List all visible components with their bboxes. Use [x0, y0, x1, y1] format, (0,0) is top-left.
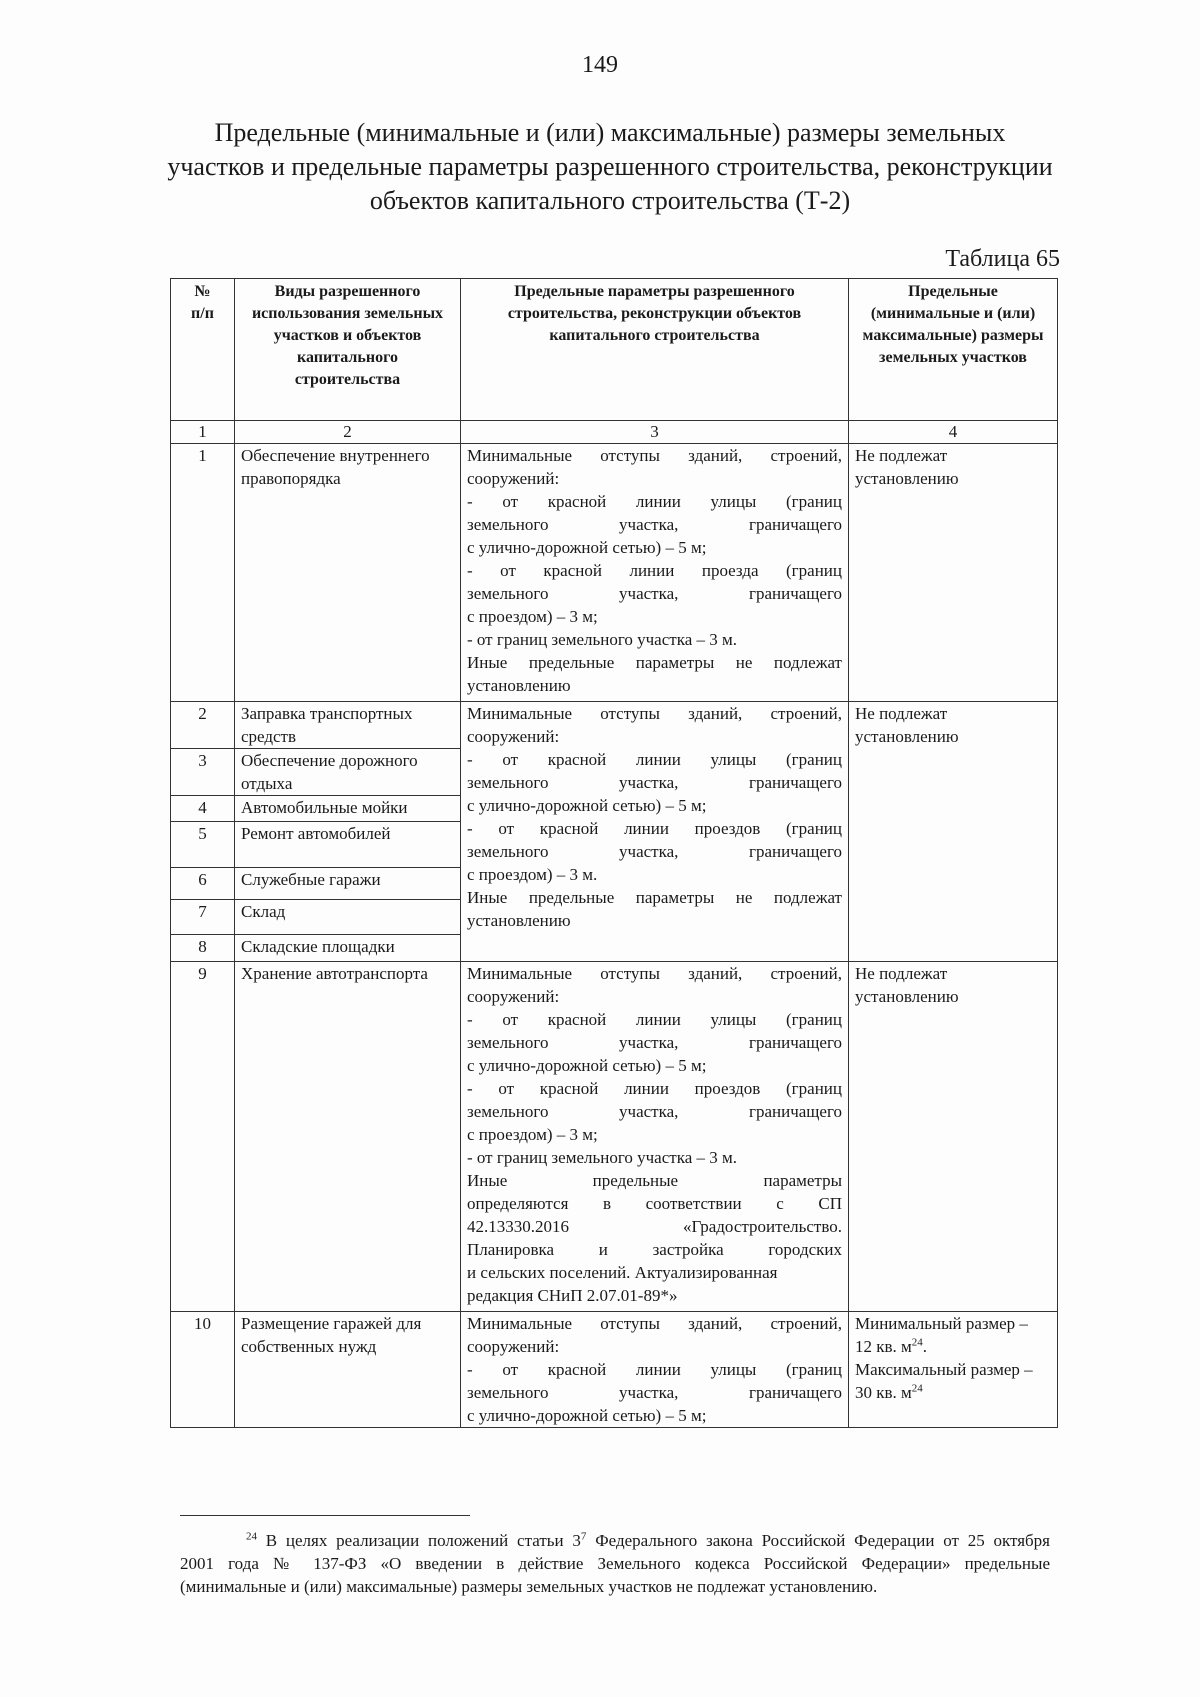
param-line: - от границ земельного участка – 3 м.: [467, 630, 737, 649]
article-superscript: 7: [580, 1530, 587, 1543]
footnote-line: (минимальные и (или) максимальные) размеры земельных участков не подлежат установлению.: [180, 1577, 878, 1596]
land-use-kind: Заправка транспортных средств: [235, 702, 461, 749]
table-label: Таблица 65: [945, 246, 1060, 272]
param-line: сооружений:: [467, 727, 560, 746]
param-line: Иные предельные параметры не подлежат: [467, 653, 842, 672]
plot-sizes: Не подлежат установлению: [849, 702, 1058, 962]
land-use-kind: Ремонт автомобилей: [235, 822, 461, 868]
param-line: и сельских поселений. Актуализированная: [467, 1263, 778, 1282]
table-row: [171, 1312, 1058, 1428]
plot-sizes: Не подлежат установлению: [849, 962, 1058, 1312]
land-use-kind: Служебные гаражи: [235, 868, 461, 900]
param-line: - от красной линии проездов (границ: [467, 819, 842, 838]
footnote-line: 2001 года № 137-ФЗ «О введении в действие Земельного кодекса Российской Федерации» предельные: [180, 1554, 1050, 1573]
param-line: с улично-дорожной сетью) – 5 м;: [467, 538, 707, 557]
page-number: 149: [582, 52, 618, 78]
param-line: Иные предельные параметры не подлежат: [467, 888, 842, 907]
param-line: Планировка и застройка городских: [467, 1240, 842, 1259]
row-number: 1: [171, 444, 235, 702]
row-number: 7: [171, 900, 235, 935]
footnote-reference: 24: [911, 1382, 923, 1395]
param-line: - от красной линии улицы (границ: [467, 1360, 842, 1379]
footnote-divider: [180, 1515, 470, 1516]
param-line: сооружений:: [467, 1337, 560, 1356]
param-line: с проездом) – 3 м.: [467, 865, 598, 884]
param-line: с улично-дорожной сетью) – 5 м;: [467, 1056, 707, 1075]
param-line: - от границ земельного участка – 3 м.: [467, 1148, 737, 1167]
param-line: земельного участка, граничащего: [467, 584, 842, 603]
land-use-kind: Автомобильные мойки: [235, 796, 461, 822]
footnote-text: В целях реализации положений статьи 3: [265, 1531, 581, 1550]
param-line: с улично-дорожной сетью) – 5 м;: [467, 796, 707, 815]
column-number: 3: [461, 421, 849, 444]
param-line: с проездом) – 3 м;: [467, 607, 598, 626]
param-line: сооружений:: [467, 987, 560, 1006]
size-value: 30 кв. м: [855, 1383, 912, 1402]
row-number: 3: [171, 749, 235, 796]
param-line: Минимальные отступы зданий, строений,: [467, 964, 842, 983]
table-row: [171, 702, 1058, 749]
construction-parameters: [461, 702, 849, 962]
param-line: земельного участка, граничащего: [467, 1102, 842, 1121]
param-line: земельного участка, граничащего: [467, 1033, 842, 1052]
param-line: Минимальные отступы зданий, строений,: [467, 1314, 842, 1333]
footnote-reference: 24: [911, 1336, 923, 1349]
row-number: 5: [171, 822, 235, 868]
size-line: Минимальный размер –: [855, 1314, 1028, 1333]
row-number: 4: [171, 796, 235, 822]
size-line: [855, 1335, 1051, 1358]
param-line: с проездом) – 3 м;: [467, 1125, 598, 1144]
plot-sizes: Не подлежат установлению: [849, 444, 1058, 702]
land-use-kind: Размещение гаражей для собственных нужд: [235, 1312, 461, 1428]
param-line: Иные предельные параметры: [467, 1171, 842, 1190]
footnote-text: Федерального закона Российской Федерации от 25 октября: [595, 1531, 1051, 1550]
size-line: Максимальный размер –: [855, 1360, 1033, 1379]
header-construction-parameters: Предельные параметры разрешенного строительства, реконструкции объектов капитального строительства: [461, 279, 849, 421]
param-line: земельного участка, граничащего: [467, 773, 842, 792]
zoning-parameters-table: [170, 278, 1058, 1428]
land-use-kind: Склад: [235, 900, 461, 935]
param-line: редакция СНиП 2.07.01-89*»: [467, 1286, 678, 1305]
param-line: - от красной линии улицы (границ: [467, 1010, 842, 1029]
title-line: Предельные (минимальные и (или) максимальные) размеры земельных: [214, 118, 1006, 147]
land-use-kind: Хранение автотранспорта: [235, 962, 461, 1312]
title-line: объектов капитального строительства (Т-2): [369, 186, 851, 215]
column-number: 2: [235, 421, 461, 444]
header-land-use-kind: Виды разрешенного использования земельных участков и объектов капитального строительства: [235, 279, 461, 421]
param-line: 42.13330.2016 «Градостроительство.: [467, 1217, 842, 1236]
construction-parameters: [461, 962, 849, 1312]
land-use-kind: Обеспечение внутреннего правопорядка: [235, 444, 461, 702]
row-number: 10: [171, 1312, 235, 1428]
param-line: земельного участка, граничащего: [467, 842, 842, 861]
header-number: № п/п: [171, 279, 235, 421]
table-row: [171, 444, 1058, 702]
row-number: 8: [171, 935, 235, 962]
param-line: - от красной линии улицы (границ: [467, 750, 842, 769]
construction-parameters: [461, 444, 849, 702]
row-number: 6: [171, 868, 235, 900]
param-line: - от красной линии проезда (границ: [467, 561, 842, 580]
param-line: определяются в соответствии с СП: [467, 1194, 842, 1213]
header-plot-sizes: Предельные (минимальные и (или) максимальные) размеры земельных участков: [849, 279, 1058, 421]
punctuation: .: [922, 1337, 928, 1356]
column-number: 1: [171, 421, 235, 444]
title-line: участков и предельные параметры разрешенного строительства, реконструкции: [167, 152, 1053, 181]
param-line: земельного участка, граничащего: [467, 1383, 842, 1402]
footnote-line: [180, 1529, 1050, 1552]
param-line: земельного участка, граничащего: [467, 515, 842, 534]
plot-sizes: [849, 1312, 1058, 1428]
param-line: Минимальные отступы зданий, строений,: [467, 446, 842, 465]
land-use-kind: Обеспечение дорожного отдыха: [235, 749, 461, 796]
land-use-kind: Складские площадки: [235, 935, 461, 962]
param-line: установлению: [467, 911, 571, 930]
param-line: сооружений:: [467, 469, 560, 488]
row-number: 9: [171, 962, 235, 1312]
param-line: с улично-дорожной сетью) – 5 м;: [467, 1406, 707, 1425]
construction-parameters: [461, 1312, 849, 1428]
param-line: - от красной линии улицы (границ: [467, 492, 842, 511]
table-row: [171, 962, 1058, 1312]
size-value: 12 кв. м: [855, 1337, 912, 1356]
param-line: - от красной линии проездов (границ: [467, 1079, 842, 1098]
row-number: 2: [171, 702, 235, 749]
column-numbers-row: [171, 421, 1058, 444]
param-line: установлению: [467, 676, 571, 695]
footnote-marker: 24: [246, 1530, 257, 1543]
column-number: 4: [849, 421, 1058, 444]
document-title: [160, 116, 1060, 218]
table-header-row: [171, 279, 1058, 421]
size-line: [855, 1381, 1051, 1404]
footnote: [180, 1529, 1050, 1598]
param-line: Минимальные отступы зданий, строений,: [467, 704, 842, 723]
